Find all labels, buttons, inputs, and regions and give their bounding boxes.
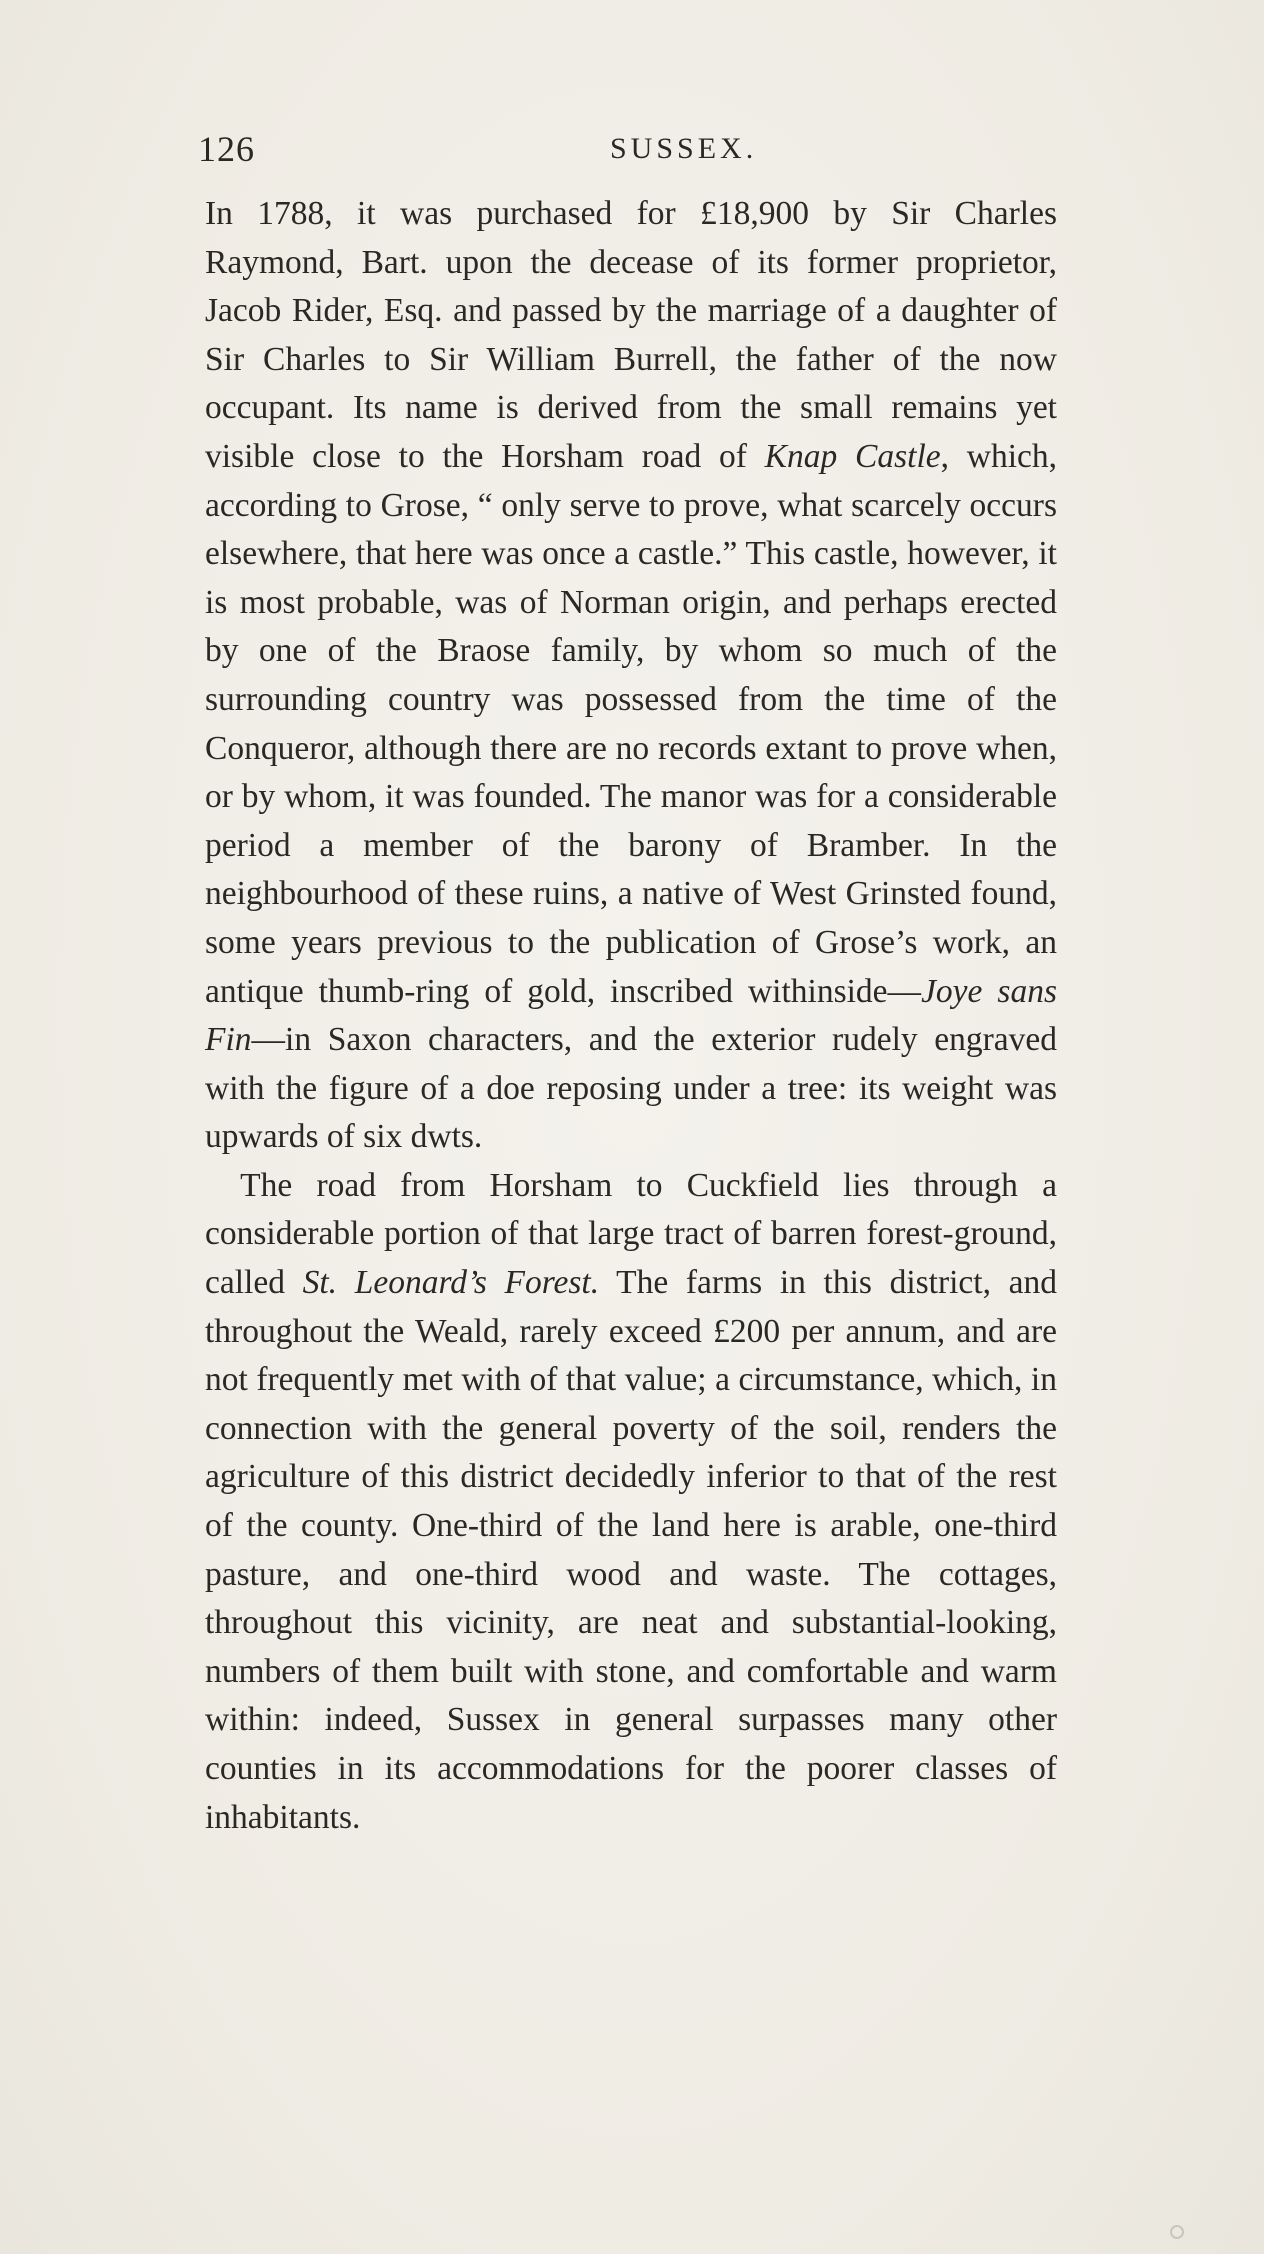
paragraph-1-italic-b: Joye sans Fin [205, 972, 1057, 1059]
paragraph-2-text-a: The road from Horsham to Cuckfield lies through a considerable portion of that large tract of barren forest-ground, called [205, 1166, 1057, 1302]
running-head [198, 128, 1050, 178]
paragraph-1-text-a: In 1788, it was purchased for £18,900 by Sir Charles Raymond, Bart. upon the decease of its former proprietor, Jacob Rider, Esq. and passed by the marriage of a daughter of Sir Charles to Sir William Burrell, the father of the now occupant. Its name is derived from the small remains yet visible close to the Horsham road of [205, 195, 1057, 475]
paragraph-1 [205, 190, 1057, 1162]
paragraph-1-text-c: —in Saxon characters, and the exterior rudely engraved with the figure of a doe reposing under a tree: its weight was upwards of six dwts. [205, 1021, 1057, 1156]
paragraph-2 [205, 1162, 1057, 1842]
page-number: 126 [198, 129, 255, 169]
paragraph-2-text-b: The farms in this district, and throughout the Weald, rarely exceed £200 per annum, and are not frequently met with of that value; a circumstance, which, in connection with the general poverty of the soil, renders the agriculture of this district decidedly inferior to that of the rest of the county. One-third of the land here is arable, one-third pasture, and one-third wood and waste. The cottages, throughout this vicinity, are neat and substantial-looking, numbers of them built with stone, and comfortable and warm within: indeed, Sussex in general surpasses many other counties in its accommodations for the poorer classes of inhabitants. [205, 1264, 1057, 1836]
paragraph-1-italic-a: Knap Castle [764, 437, 941, 475]
paragraph-1-text-b: , which, according to Grose, “ only serve to prove, what scarcely occurs elsewhere, that here was once a castle.” This castle, however, it is most probable, was of Norman origin, and perhaps erected by one of the Braose family, by whom so much of the surrounding country was possessed from the time of the Conqueror, although there are no records extant to prove when, or by whom, it was founded. The manor was for a considerable period a member of the barony of Bramber. In the neighbourhood of these ruins, a native of West Grinsted found, some years previous to the publication of Grose’s work, an antique thumb-ring of gold, inscribed withinside— [205, 437, 1057, 1010]
page-mark [1170, 2225, 1184, 2239]
paragraph-2-italic-a: St. Leonard’s Forest. [302, 1264, 600, 1302]
running-title: SUSSEX. [610, 132, 758, 165]
body-text [205, 190, 1057, 1842]
